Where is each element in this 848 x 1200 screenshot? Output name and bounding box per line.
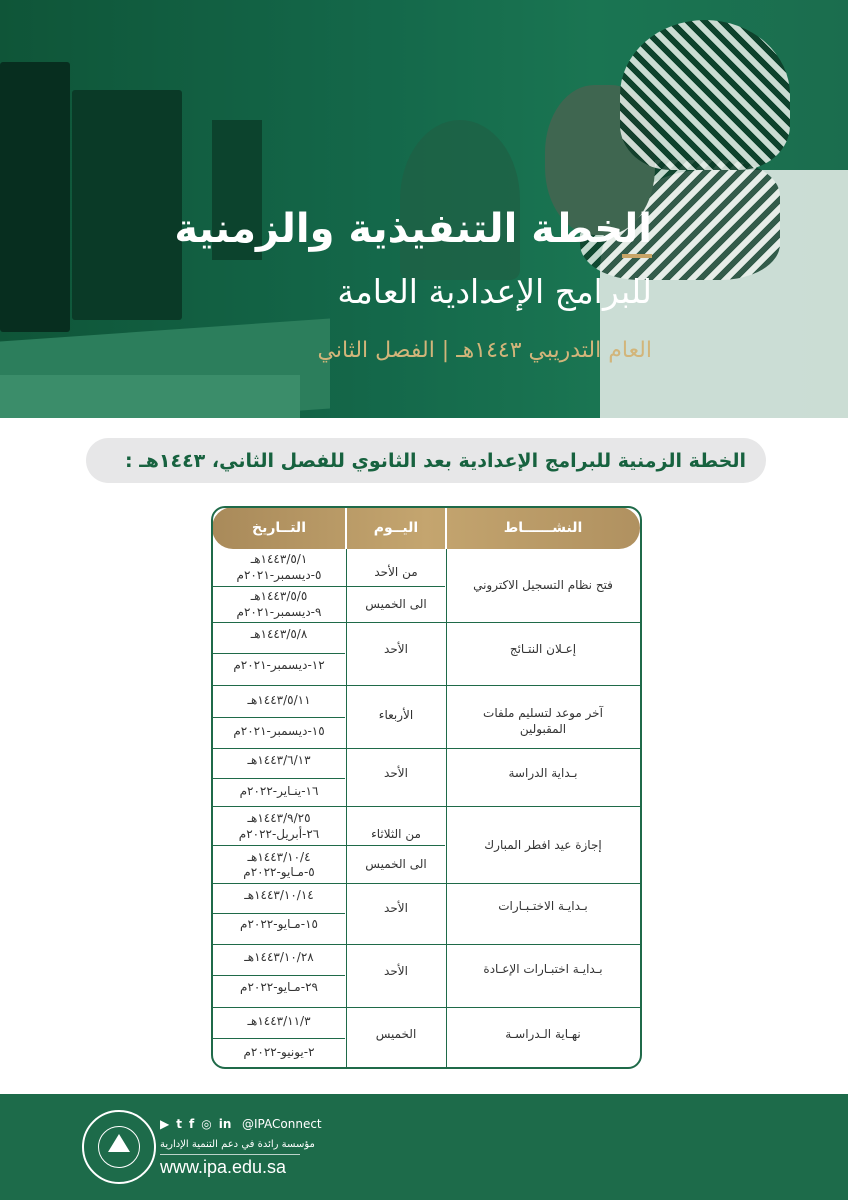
date-hijri-cell: ١٤٤٣/١٠/٤هـ bbox=[247, 850, 311, 864]
row-divider bbox=[212, 806, 640, 807]
day-cell: الى الخميس bbox=[365, 857, 427, 871]
activity-cell: المقبولين bbox=[519, 722, 567, 736]
activity-cell: فتح نظام التسجيل الاكتروني bbox=[473, 578, 613, 592]
activity-cell: بـدايـة اختبـارات الإعـادة bbox=[483, 962, 603, 976]
header-activity: النشــــــاط bbox=[503, 520, 583, 536]
date-gregorian-cell: ١٦-ينـاير-٢٠٢٢م bbox=[239, 784, 319, 798]
date-hijri-cell: ١٤٤٣/١٠/١٤هـ bbox=[244, 888, 314, 902]
date-gregorian-cell: ١٥-ديسمبر-٢٠٢١م bbox=[233, 724, 325, 738]
day-cell: الأربعاء bbox=[378, 708, 414, 722]
social-icons bbox=[160, 1117, 231, 1135]
activity-cell: نهـاية الـدراسـة bbox=[505, 1027, 581, 1041]
date-gregorian-cell: ١٢-ديسمبر-٢٠٢١م bbox=[233, 658, 325, 672]
row-divider bbox=[212, 748, 640, 749]
day-cell: الأحد bbox=[384, 766, 408, 780]
background-person-image bbox=[400, 120, 520, 280]
title-accent-bar bbox=[622, 254, 652, 258]
day-cell: من الثلاثاء bbox=[371, 827, 421, 841]
social-handle[interactable]: @IPAConnect bbox=[242, 1117, 322, 1131]
schedule-heading bbox=[86, 438, 766, 483]
monitor-image bbox=[0, 62, 70, 332]
day-cell: من الأحد bbox=[374, 565, 418, 579]
instagram-icon[interactable]: ◎ bbox=[201, 1117, 212, 1131]
activity-cell: آخر موعد لتسليم ملفات bbox=[483, 706, 603, 720]
date-gregorian-cell: ٢-يونيو-٢٠٢٢م bbox=[243, 1045, 315, 1059]
date-gregorian-cell: ٢٦-أبريل-٢٠٢٢م bbox=[238, 827, 320, 841]
date-hijri-cell: ١٤٤٣/٩/٢٥هـ bbox=[247, 811, 311, 825]
sub-row-divider bbox=[213, 913, 345, 914]
row-divider bbox=[212, 883, 640, 884]
column-divider bbox=[446, 549, 447, 1068]
header-day: اليــوم bbox=[373, 520, 419, 536]
date-hijri-cell: ١٤٤٣/١٠/٢٨هـ bbox=[244, 950, 314, 964]
activity-cell: إجازة عيد افطر المبارك bbox=[484, 838, 602, 852]
date-hijri-cell: ١٤٤٣/١١/٣هـ bbox=[247, 1014, 311, 1028]
row-divider bbox=[212, 622, 640, 623]
sub-row-divider bbox=[213, 1038, 345, 1039]
date-gregorian-cell: ١٥-مـايو-٢٠٢٢م bbox=[240, 917, 318, 931]
date-gregorian-cell: ٥-مـايو-٢٠٢٢م bbox=[243, 865, 315, 879]
tagline: مؤسسة رائدة في دعم التنمية الإدارية bbox=[160, 1139, 315, 1150]
day-cell: الأحد bbox=[384, 901, 408, 915]
hero-term-line: العام التدريبي ١٤٤٣هـ | الفصل الثاني bbox=[317, 338, 652, 363]
schedule-heading-text: الخطة الزمنية للبرامج الإعدادية بعد الثانوي للفصل الثاني، ١٤٤٣هـ : bbox=[125, 449, 746, 472]
hero-subtitle: للبرامج الإعدادية العامة bbox=[337, 272, 652, 311]
desk-image bbox=[0, 375, 300, 418]
website-link[interactable]: www.ipa.edu.sa bbox=[160, 1157, 287, 1177]
sub-row-divider bbox=[213, 975, 345, 976]
day-cell: الخميس bbox=[375, 1027, 417, 1041]
day-cell: الأحد bbox=[384, 964, 408, 978]
day-cell: الأحد bbox=[384, 642, 408, 656]
date-hijri-cell: ١٤٤٣/٥/١هـ bbox=[250, 552, 308, 566]
sub-row-divider bbox=[213, 586, 445, 587]
ipa-logo bbox=[108, 1134, 130, 1152]
row-divider bbox=[212, 1007, 640, 1008]
date-gregorian-cell: ٥-ديسمبر-٢٠٢١م bbox=[236, 568, 322, 582]
sub-row-divider bbox=[213, 845, 445, 846]
date-hijri-cell: ١٤٤٣/٦/١٣هـ bbox=[247, 753, 311, 767]
tagline-underline bbox=[160, 1154, 300, 1155]
sub-row-divider bbox=[213, 653, 345, 654]
linkedin-icon[interactable]: in bbox=[218, 1117, 232, 1131]
facebook-icon[interactable]: f bbox=[188, 1117, 195, 1131]
date-hijri-cell: ١٤٤٣/٥/١١هـ bbox=[247, 693, 311, 707]
sub-row-divider bbox=[213, 717, 345, 718]
youtube-icon[interactable]: ▶ bbox=[160, 1117, 170, 1131]
date-gregorian-cell: ٩-ديسمبر-٢٠٢١م bbox=[236, 605, 322, 619]
header-date: التــاريخ bbox=[251, 520, 306, 536]
twitter-icon[interactable]: t bbox=[176, 1117, 182, 1131]
activity-cell: بـداية الدراسة bbox=[508, 766, 578, 780]
activity-cell: إعـلان النتـائج bbox=[509, 642, 577, 656]
row-divider bbox=[212, 944, 640, 945]
row-divider bbox=[212, 685, 640, 686]
column-divider bbox=[346, 549, 347, 1068]
date-hijri-cell: ١٤٤٣/٥/٥هـ bbox=[250, 589, 308, 603]
date-hijri-cell: ١٤٤٣/٥/٨هـ bbox=[250, 627, 308, 641]
sub-row-divider bbox=[213, 778, 345, 779]
hero-title: الخطة التنفيذية والزمنية bbox=[174, 206, 652, 252]
activity-cell: بـدايـة الاختـبـارات bbox=[498, 899, 588, 913]
person-keffiyeh-image bbox=[620, 20, 790, 170]
monitor-image bbox=[72, 90, 182, 320]
date-gregorian-cell: ٢٩-مـايو-٢٠٢٢م bbox=[240, 980, 318, 994]
day-cell: الى الخميس bbox=[365, 597, 427, 611]
